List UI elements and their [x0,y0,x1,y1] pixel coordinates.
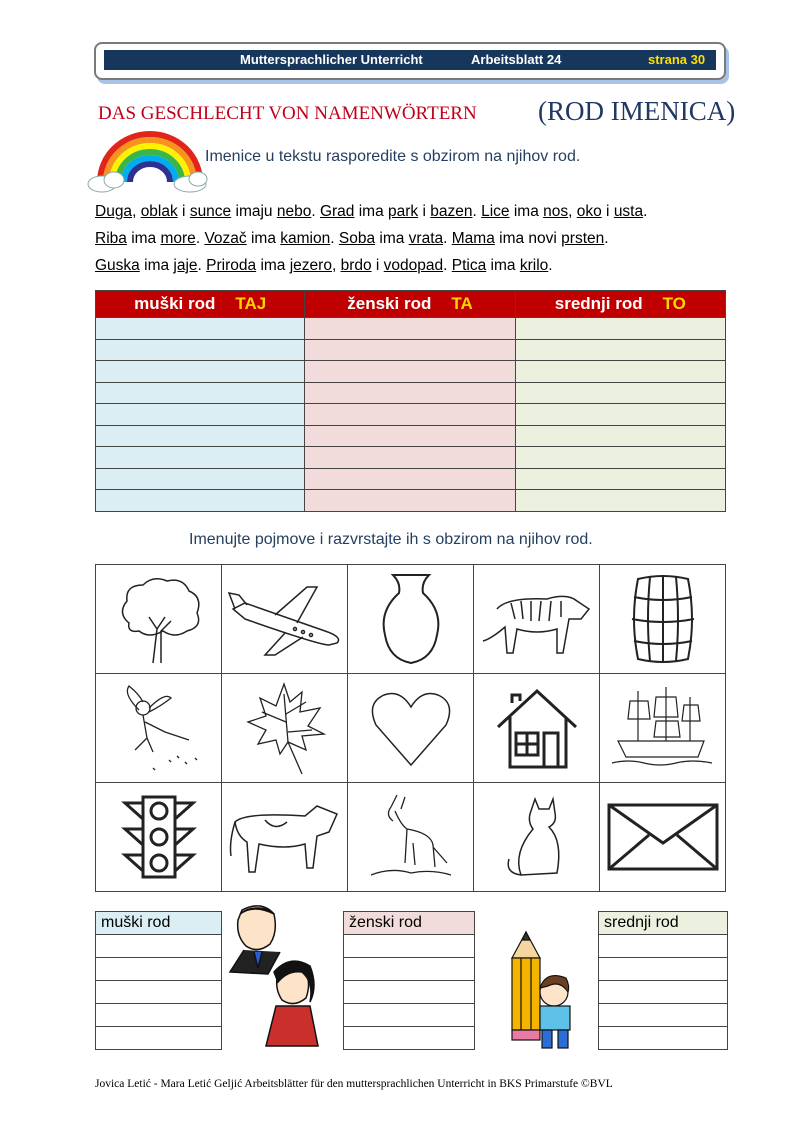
answer-line[interactable] [344,1004,475,1027]
picture-cell [474,565,600,674]
sorting-cell[interactable] [515,382,725,404]
sorting-cell[interactable] [305,339,515,361]
picture-cell [474,674,600,783]
story-noun: Mama [451,230,495,247]
answer-line[interactable] [344,935,475,958]
answer-line[interactable] [599,1027,728,1050]
story-noun: more [160,230,196,247]
header-feminine: ženski rod TA [305,291,515,318]
answer-line[interactable] [344,981,475,1004]
story-noun: nos [543,203,569,220]
story-word: ima [256,257,290,274]
answer-line[interactable] [96,935,222,958]
tree-icon [109,573,209,665]
sorting-cell[interactable] [96,468,305,490]
answer-line[interactable] [599,958,728,981]
picture-cell [348,565,474,674]
answer-line[interactable] [96,958,222,981]
story-word: ima [375,230,409,247]
picture-cell [600,674,726,783]
answer-table-feminine [343,911,475,1050]
sorting-cell[interactable] [515,318,725,340]
story-noun: vodopad [383,257,444,274]
house-icon [492,683,582,773]
story-word: , [132,203,141,220]
couple-icon [218,902,324,1052]
answer-label-feminine: ženski rod [344,912,475,935]
story-word: imaju [231,203,277,220]
title-german: DAS GESCHLECHT VON NAMENWÖRTERN [98,103,477,124]
traffic-light-icon [109,789,209,885]
airplane-icon [225,579,345,659]
sorting-cell[interactable] [515,339,725,361]
story-noun: Duga [95,203,133,220]
story-word: . [197,257,207,274]
answer-line[interactable] [96,981,222,1004]
story-word: . [195,230,205,247]
story-noun: Guska [95,257,140,274]
sorting-cell[interactable] [305,404,515,426]
story-noun: Riba [95,230,127,247]
story-word: . [643,203,648,220]
answer-label-neuter: srednji rod [599,912,728,935]
story-noun: jaje [173,257,198,274]
sorting-cell[interactable] [515,490,725,512]
story-noun: Grad [319,203,355,220]
story-word: . [330,230,339,247]
story-noun: vrata [408,230,444,247]
answer-table-neuter [598,911,728,1050]
story-word: i [418,203,431,220]
story-noun: Lice [481,203,510,220]
rainbow-icon [86,122,214,194]
sorting-cell[interactable] [96,382,305,404]
sorting-cell[interactable] [515,447,725,469]
story-word: , [331,257,341,274]
picture-cell [96,783,222,892]
story-noun: jezero [289,257,332,274]
story-word: . [311,203,320,220]
story-word: . [548,257,553,274]
picture-grid [95,564,726,892]
picture-cell [474,783,600,892]
cow-icon [225,792,345,882]
instruction-2: Imenujte pojmove i razvrstajte ih s obzirom na njihov rod. [189,531,593,548]
sorting-cell[interactable] [305,447,515,469]
answer-line[interactable] [599,981,728,1004]
header-neuter: srednji rod TO [515,291,725,318]
answer-line[interactable] [96,1004,222,1027]
story-word: , [568,203,577,220]
story-word: ima [354,203,389,220]
sorting-cell[interactable] [305,490,515,512]
story-word: i [177,203,190,220]
story-noun: Vozač [204,230,247,247]
answer-line[interactable] [344,1027,475,1050]
story-word: i [601,203,614,220]
cat-icon [497,789,577,885]
story-text [95,198,647,279]
story-noun: Ptica [451,257,487,274]
picture-cell [222,674,348,783]
story-word: ima [139,257,174,274]
story-word: . [443,230,452,247]
picture-cell [348,783,474,892]
picture-cell [222,565,348,674]
story-noun: sunce [189,203,232,220]
story-word: ima [246,230,281,247]
picture-cell [600,565,726,674]
sorting-cell[interactable] [305,361,515,383]
story-word: ima novi [494,230,562,247]
story-noun: nebo [276,203,312,220]
sorting-cell[interactable] [96,318,305,340]
deer-icon [361,789,461,885]
story-noun: park [388,203,419,220]
story-noun: prsten [561,230,605,247]
story-line [95,252,647,279]
sorting-cell[interactable] [305,382,515,404]
child-pencil-icon [500,930,580,1052]
tiger-icon [477,579,597,659]
header-masculine: muški rod TAJ [96,291,305,318]
sorting-cell[interactable] [96,447,305,469]
sorting-cell[interactable] [515,425,725,447]
vase-icon [371,571,451,667]
story-word: . [604,230,609,247]
header-sheet: Arbeitsblatt 24 [471,52,562,67]
sorting-cell[interactable] [96,339,305,361]
story-noun: oblak [140,203,178,220]
story-noun: oko [576,203,602,220]
sorting-cell[interactable] [96,490,305,512]
header-page: strana 30 [648,52,706,67]
sorting-cell[interactable] [305,318,515,340]
sorting-cell[interactable] [96,361,305,383]
heart-icon [366,683,456,773]
instruction-1: Imenice u tekstu rasporedite s obzirom na njihov rod. [205,148,581,165]
story-noun: kamion [280,230,331,247]
answer-line[interactable] [599,935,728,958]
picture-cell [348,674,474,783]
title-bks: (ROD IMENICA) [538,96,736,126]
story-word: ima [486,257,520,274]
answer-line[interactable] [344,958,475,981]
leaf-icon [240,678,330,778]
picture-cell [600,783,726,892]
story-noun: krilo [519,257,549,274]
footer: Jovica Letić - Mara Letić Geljić Arbeitsblätter für den muttersprachlichen Unterricht in BKS Primarstufe ©BVL [95,1078,613,1090]
story-word: . [472,203,482,220]
picture-cell [96,565,222,674]
sorting-cell[interactable] [305,425,515,447]
story-word: ima [509,203,544,220]
sorting-cell[interactable] [96,404,305,426]
answer-line[interactable] [599,1004,728,1027]
fairy-icon [109,680,209,776]
envelope-icon [603,797,723,877]
sorting-cell[interactable] [515,361,725,383]
sorting-cell[interactable] [96,425,305,447]
answer-line[interactable] [96,1027,222,1050]
answer-label-masculine: muški rod [96,912,222,935]
sorting-cell[interactable] [515,404,725,426]
story-noun: brdo [340,257,372,274]
story-word: ima [126,230,161,247]
answer-table-masculine [95,911,222,1050]
story-line [95,198,647,225]
story-word: i [371,257,384,274]
sorting-cell[interactable] [305,468,515,490]
story-noun: usta [613,203,644,220]
story-noun: Priroda [206,257,257,274]
story-word: . [443,257,452,274]
story-noun: Soba [338,230,376,247]
header-course: Muttersprachlicher Unterricht [240,52,423,67]
story-noun: bazen [430,203,473,220]
sorting-table [95,290,726,512]
picture-cell [222,783,348,892]
picture-cell [96,674,222,783]
barrel-icon [628,571,698,667]
story-line [95,225,647,252]
sorting-cell[interactable] [515,468,725,490]
ship-icon [608,683,718,773]
